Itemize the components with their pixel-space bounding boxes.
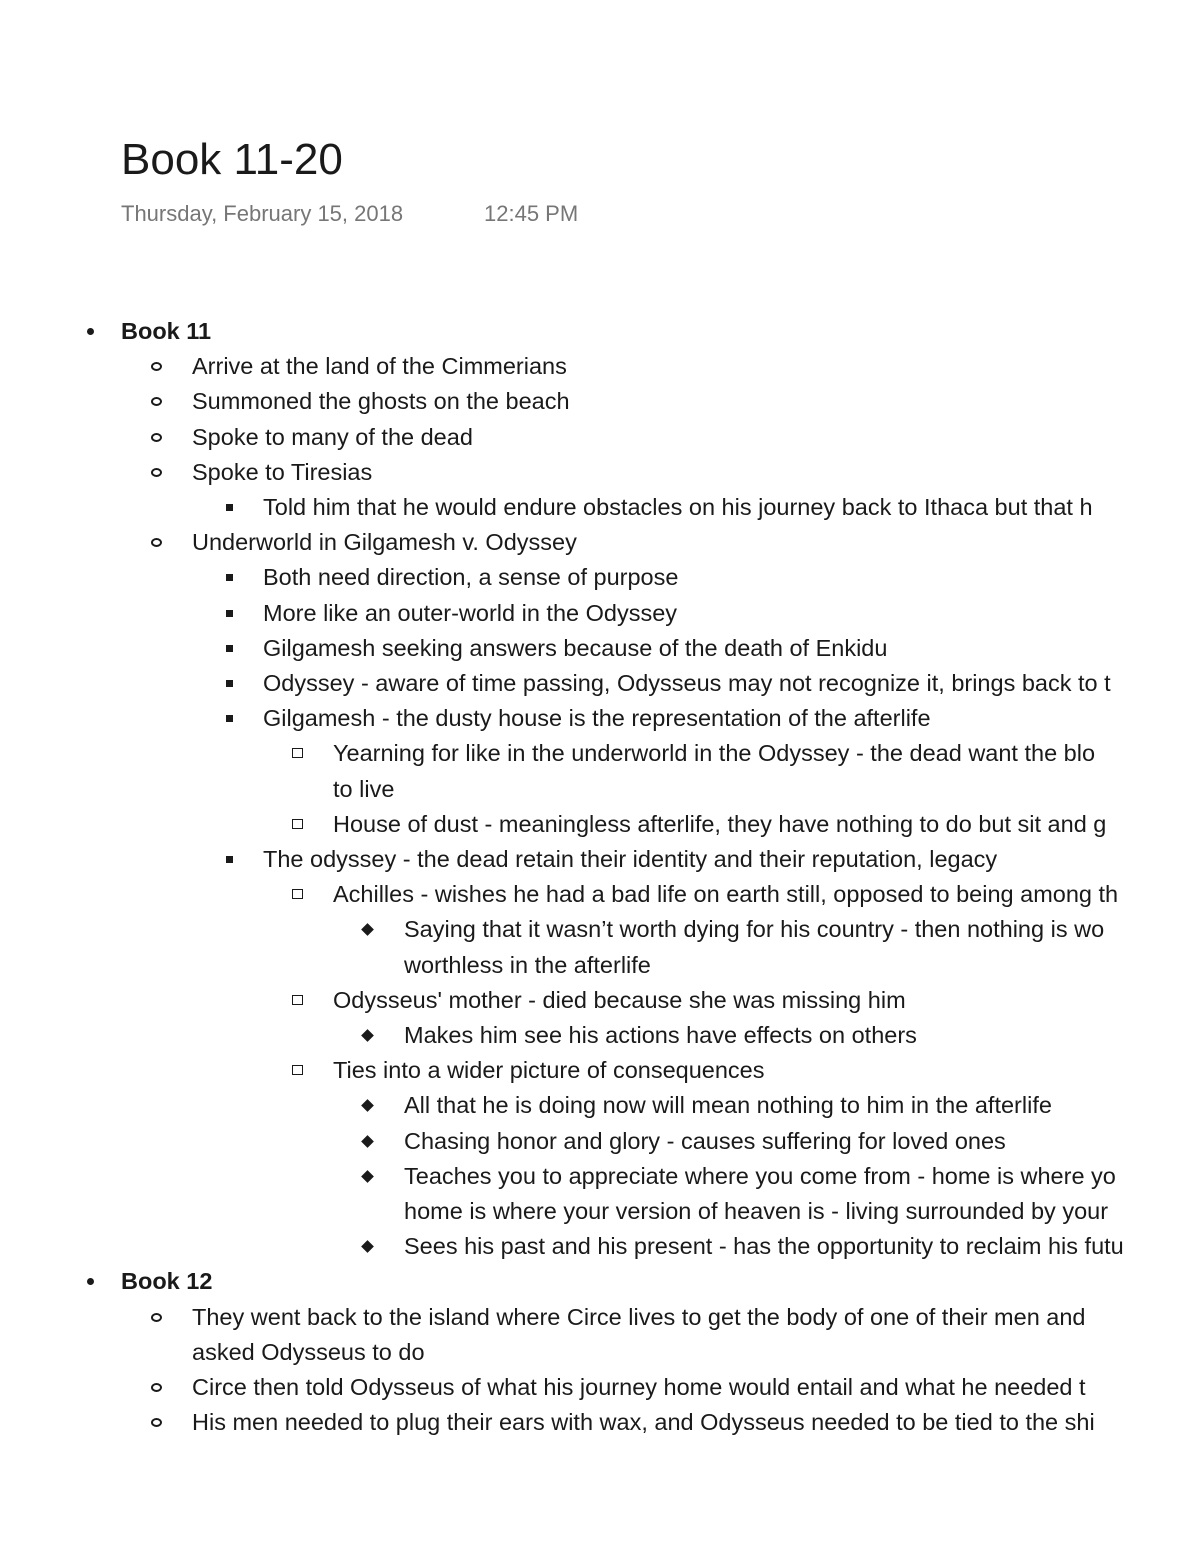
bullet-circle-icon xyxy=(146,386,166,416)
bullet-square-icon xyxy=(219,703,239,733)
outline-item-text: Ties into a wider picture of consequences xyxy=(333,1057,765,1083)
outline-item xyxy=(0,985,1200,1021)
bullet-hollow-square-icon xyxy=(287,879,307,909)
page-title: Book 11-20 xyxy=(121,135,343,184)
outline-item-text: The odyssey - the dead retain their identity and their reputation, legacy xyxy=(263,846,998,872)
bullet-square-icon xyxy=(219,668,239,698)
outline-item-text: Gilgamesh - the dusty house is the representation of the afterlife xyxy=(263,705,931,731)
outline-item xyxy=(0,1372,1200,1408)
bullet-circle-icon xyxy=(146,457,166,487)
bullet-diamond-icon xyxy=(357,1090,377,1120)
bullet-square-icon xyxy=(219,492,239,522)
bullet-square-icon xyxy=(219,562,239,592)
outline-item xyxy=(0,351,1200,387)
outline-item xyxy=(0,1407,1200,1443)
outline-line-continuation xyxy=(0,1337,1200,1373)
section-heading: Book 11 xyxy=(121,318,212,344)
outline-item xyxy=(0,386,1200,422)
outline-item xyxy=(0,1090,1200,1126)
outline-item xyxy=(0,598,1200,634)
outline-item xyxy=(0,1231,1200,1267)
outline-item xyxy=(0,668,1200,704)
outline-item-text: Makes him see his actions have effects on others xyxy=(404,1022,917,1048)
outline-line-continuation xyxy=(0,1196,1200,1232)
outline-item xyxy=(0,492,1200,528)
outline-item xyxy=(0,1126,1200,1162)
bullet-circle-icon xyxy=(146,1302,166,1332)
outline-item-text: Achilles - wishes he had a bad life on earth still, opposed to being among th xyxy=(333,881,1119,907)
outline-item xyxy=(0,633,1200,669)
outline-item-text: More like an outer-world in the Odyssey xyxy=(263,600,678,626)
bullet-square-icon xyxy=(219,598,239,628)
bullet-square-icon xyxy=(219,633,239,663)
bullet-hollow-square-icon xyxy=(287,738,307,768)
outline-item xyxy=(0,1020,1200,1056)
bullet-square-icon xyxy=(219,844,239,874)
outline-item xyxy=(0,422,1200,458)
outline-item xyxy=(0,844,1200,880)
bullet-hollow-square-icon xyxy=(287,1055,307,1085)
outline-item-text: Arrive at the land of the Cimmerians xyxy=(192,353,567,379)
bullet-diamond-icon xyxy=(357,1020,377,1050)
outline-item-text: home is where your version of heaven is - living surrounded by your xyxy=(404,1198,1109,1224)
outline-line-continuation xyxy=(0,950,1200,986)
outline-item-text: Underworld in Gilgamesh v. Odyssey xyxy=(192,529,577,555)
bullet-circle-icon xyxy=(146,527,166,557)
outline-item-text: Gilgamesh seeking answers because of the death of Enkidu xyxy=(263,635,888,661)
outline-item-text: Teaches you to appreciate where you come from - home is where yo xyxy=(404,1163,1116,1189)
outline-item-text: Chasing honor and glory - causes suffering for loved ones xyxy=(404,1128,1006,1154)
bullet-diamond-icon xyxy=(357,1126,377,1156)
outline-item xyxy=(0,457,1200,493)
bullet-diamond-icon xyxy=(357,1231,377,1261)
outline-item-text: Odyssey - aware of time passing, Odysseus may not recognize it, brings back to t xyxy=(263,670,1111,696)
outline-item xyxy=(0,316,1200,352)
outline-item xyxy=(0,879,1200,915)
outline-item-text: Yearning for like in the underworld in the Odyssey - the dead want the blo xyxy=(333,740,1096,766)
section-heading: Book 12 xyxy=(121,1268,213,1294)
outline-item-text: asked Odysseus to do xyxy=(192,1339,425,1365)
bullet-circle-icon xyxy=(146,1407,166,1437)
page-date: Thursday, February 15, 2018 xyxy=(121,201,404,226)
outline-item-text: worthless in the afterlife xyxy=(404,952,651,978)
bullet-circle-icon xyxy=(146,422,166,452)
bullet-diamond-icon xyxy=(357,914,377,944)
page-time: 12:45 PM xyxy=(484,201,579,226)
outline-item-text: Told him that he would endure obstacles on his journey back to Ithaca but that h xyxy=(263,494,1093,520)
bullet-circle-icon xyxy=(146,1372,166,1402)
outline-item xyxy=(0,914,1200,950)
bullet-dot-icon xyxy=(80,1266,100,1296)
bullet-hollow-square-icon xyxy=(287,809,307,839)
outline-item xyxy=(0,562,1200,598)
outline-item-text: Sees his past and his present - has the opportunity to reclaim his futu xyxy=(404,1233,1124,1259)
outline-item xyxy=(0,1266,1200,1302)
outline-item xyxy=(0,1055,1200,1091)
outline-item-text: All that he is doing now will mean nothing to him in the afterlife xyxy=(404,1092,1052,1118)
outline-item xyxy=(0,1161,1200,1197)
outline-item xyxy=(0,527,1200,563)
outline-item-text: Both need direction, a sense of purpose xyxy=(263,564,679,590)
outline-item-text: They went back to the island where Circe lives to get the body of one of their men and xyxy=(192,1304,1086,1330)
bullet-diamond-icon xyxy=(357,1161,377,1191)
outline-item xyxy=(0,1302,1200,1338)
outline-line-continuation xyxy=(0,774,1200,810)
bullet-circle-icon xyxy=(146,351,166,381)
outline-item-text: His men needed to plug their ears with wax, and Odysseus needed to be tied to the shi xyxy=(192,1409,1095,1435)
outline-item-text: Spoke to Tiresias xyxy=(192,459,373,485)
outline-item xyxy=(0,738,1200,774)
bullet-hollow-square-icon xyxy=(287,985,307,1015)
bullet-dot-icon xyxy=(80,316,100,346)
outline-item-text: Spoke to many of the dead xyxy=(192,424,473,450)
outline-item-text: Summoned the ghosts on the beach xyxy=(192,388,570,414)
outline-item-text: Saying that it wasn’t worth dying for his country - then nothing is wo xyxy=(404,916,1105,942)
outline-item xyxy=(0,703,1200,739)
outline-item-text: to live xyxy=(333,776,395,802)
outline-item-text: House of dust - meaningless afterlife, they have nothing to do but sit and g xyxy=(333,811,1107,837)
outline-item-text: Odysseus' mother - died because she was missing him xyxy=(333,987,906,1013)
outline-item-text: Circe then told Odysseus of what his journey home would entail and what he needed t xyxy=(192,1374,1086,1400)
outline-item xyxy=(0,809,1200,845)
